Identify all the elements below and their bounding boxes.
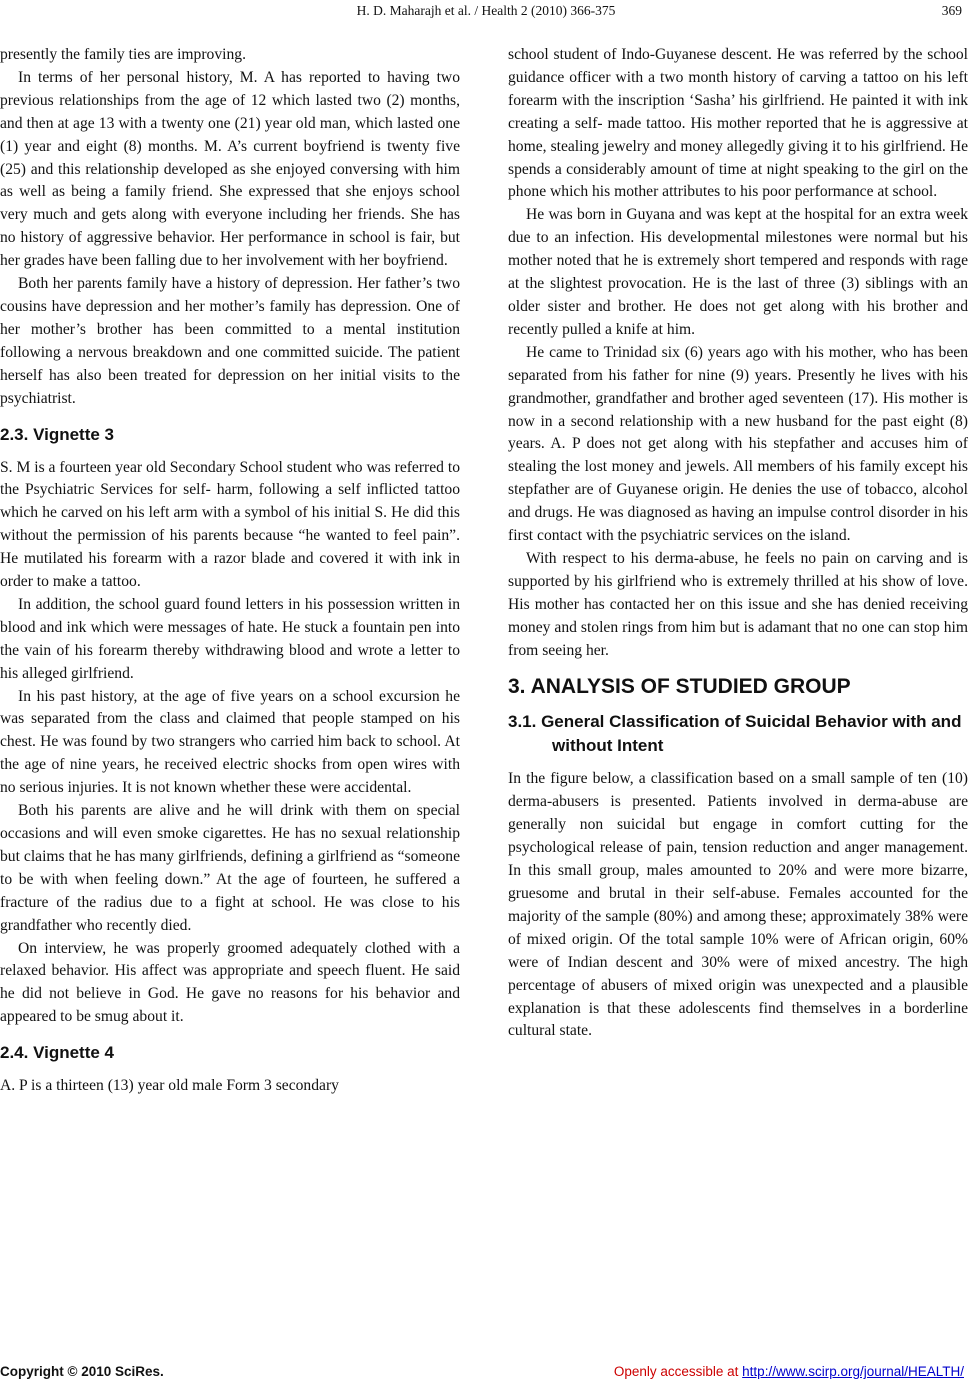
- paragraph: On interview, he was properly groomed adequately clothed with a relaxed behavior. His affect was appropriate and speech fluent. He said he did not believe in God. He gave no reasons for his behavior and appeared to be smug about it.: [0, 939, 460, 1026]
- access-notice: [614, 1364, 964, 1379]
- paragraph: In terms of her personal history, M. A has reported to having two previous relationships from the age of 12 which lasted two (2) months, and then at age 13 with a twenty one (21) year old man, which lasted one (1) year and eight (8) months. M. A’s current boyfriend is twenty five (25) and this relationship developed as she enjoyed conversing with him as well as being a family friend. She expressed that she enjoys school very much and gets along with everyone including her friends. She has no history of aggressive behavior. Her performance in school is fair, but her grades have been falling due to her involvement with her boyfriend.: [0, 68, 460, 270]
- access-text: Openly accessible at: [613, 1364, 743, 1379]
- left-column: [0, 44, 460, 1098]
- journal-link[interactable]: http://www.scirp.org/journal/HEALTH/: [742, 1364, 964, 1379]
- paragraph: He was born in Guyana and was kept at the hospital for an extra week due to an infection. His developmental milestones were normal but his mother noted that he is extremely short tempered and responds with rage at the slightest provocation. He is the last of three (3) siblings with an older sister and brother. He does not get along with his brother and recently pulled a knife at him.: [508, 206, 968, 338]
- copyright-notice: Copyright © 2010 SciRes.: [0, 1364, 164, 1379]
- paragraph: With respect to his derma-abuse, he feels no pain on carving and is supported by his girlfriend who is extremely thrilled at his show of love. His mother has contacted her on this issue and she has denied receiving money and stolen rings from him but is adamant that no one can stop him from seeing her.: [508, 549, 968, 659]
- paragraph: In the figure below, a classification based on a small sample of ten (10) derma-abusers is presented. Patients involved in derma-abuse are generally non suicidal but engage in comfort cutting for the psychological release of pain, tension reduction and anger management. In this small group, males amounted to 20% and were more bizarre, gruesome and brutal in their self-abuse. Females accounted for the majority of the sample (80%) and among these; approximately 38% were of mixed origin. Of the total sample 10% were of African origin, 60% were of Indian descent and 30% were of mixed ancestry. The high percentage of abusers of mixed origin was unexpected and a plausible explanation is that these adolescents find themselves in a borderline cultural state.: [508, 770, 968, 1040]
- section-heading-vignette-3: 2.3. Vignette 3: [0, 424, 115, 444]
- paragraph: A. P is a thirteen (13) year old male Form 3 secondary: [0, 1077, 339, 1095]
- paragraph: S. M is a fourteen year old Secondary School student who was referred to the Psychiatric Services for self- harm, following a self inflicted tattoo which he carved on his left arm with a symbol of his initial S. He did this without the permission of his parents because “he wanted to feel pain”. He mutilated his forearm with a razor blade and covered it with ink in order to make a tattoo.: [0, 458, 460, 591]
- paragraph: Both his parents are alive and he will drink with them on special occasions and will even smoke cigarettes. He has no sexual relationship but claims that he has many girlfriends, defining a girlfriend as “someone to be with when feeling down.” At the age of fourteen, he suffered a fracture of the radius due to a fight at school. He was close to his grandfather who recently died.: [0, 802, 460, 934]
- subsection-heading-classification: 3.1. General Classification of Suicidal Behavior with and without Intent: [508, 712, 962, 756]
- page-number: 369: [941, 3, 962, 18]
- paragraph: school student of Indo-Guyanese descent. He was referred by the school guidance officer with a two month history of carving a tattoo on his left forearm with the inscription ‘Sasha’ his girlfriend. He painted it with ink creating a self- made tattoo. His mother reported that he is aggressive at home, stealing jewelry and money allegedly giving it to his girlfriend. He spends a considerably amount of time at night speaking to the girl on the phone which his mother attributes to his poor performance at school.: [508, 46, 968, 201]
- right-column: [508, 44, 968, 1043]
- paragraph: In his past history, at the age of five years on a school excursion he was separated from the class and claimed that people stamped on his chest. He was found by two strangers who carried him back to school. At the age of nine years, he received electric shocks from open wires with no serious injuries. It is not known whether these were accidental.: [0, 687, 460, 797]
- section-heading-analysis: 3. ANALYSIS OF STUDIED GROUP: [508, 675, 851, 699]
- paragraph: presently the family ties are improving.: [0, 46, 246, 63]
- footer: [0, 1364, 972, 1386]
- running-header: [0, 3, 972, 23]
- running-title: H. D. Maharajh et al. / Health 2 (2010) 366-375: [356, 3, 616, 18]
- paragraph: In addition, the school guard found letters in his possession written in blood and ink which were messages of hate. He stuck a fountain pen into the vain of his forearm thereby withdrawing blood and wrote a letter to his alleged girlfriend.: [0, 595, 460, 682]
- paragraph: Both her parents family have a history of depression. Her father’s two cousins have depression and her mother’s family has depression. One of her mother’s brother has been committed to a mental institution following a nervous breakdown and one committed suicide. The patient herself has also been treated for depression on her initial visits to the psychiatrist.: [0, 275, 460, 407]
- section-heading-vignette-4: 2.4. Vignette 4: [0, 1043, 115, 1063]
- paragraph: He came to Trinidad six (6) years ago with his mother, who has been separated from his father for nine (9) years. Presently he lives with his grandmother, grandfather and brother aged seventeen (17). His mother is now in a second relationship with a new husband for the past eight (8) years. A. P does not get along with his stepfather and accuses him of stealing the lost money and jewels. All members of his family except his stepfather are of Guyanese origin. He denies the use of tobacco, alcohol and drugs. He was diagnosed as having an impulse control disorder in his first contact with the psychiatric services on the island.: [508, 343, 968, 545]
